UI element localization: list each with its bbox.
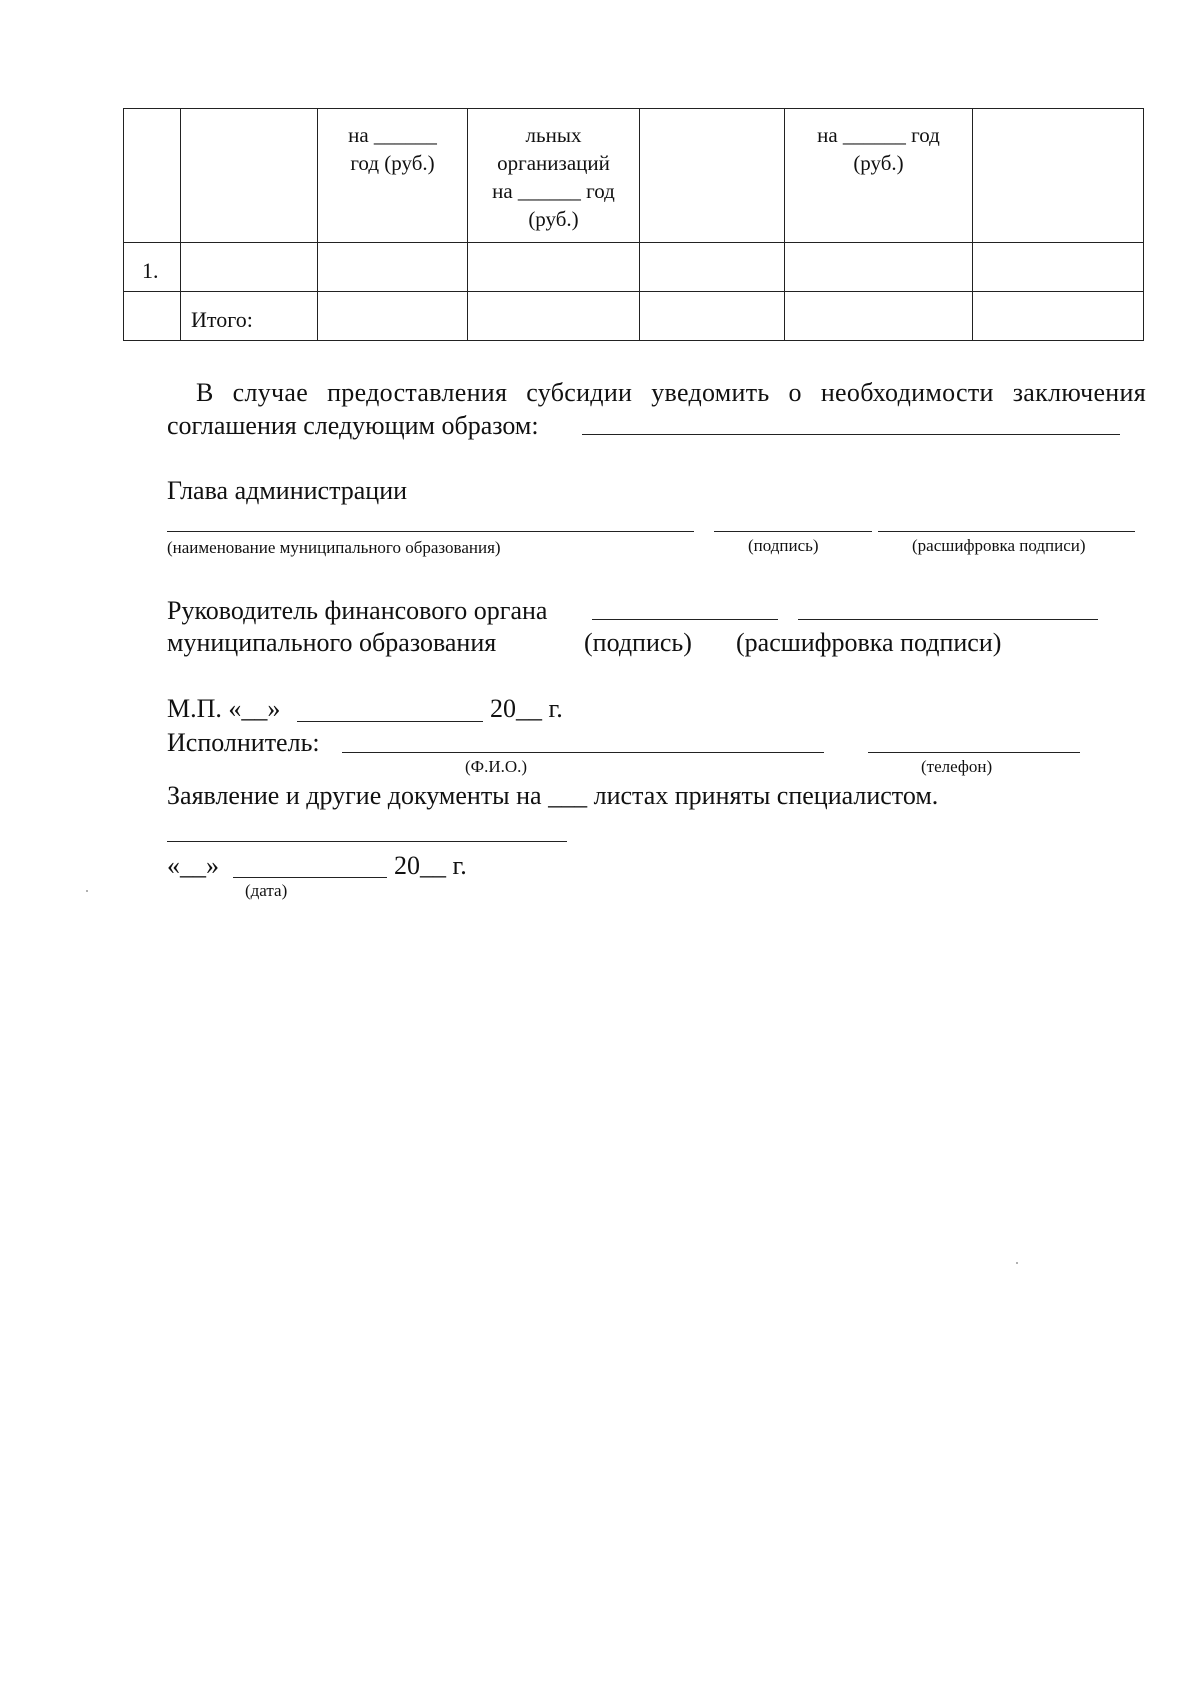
table-header-row: [124, 109, 1144, 243]
date-fill-line[interactable]: [233, 877, 387, 878]
table-cell[interactable]: [318, 292, 468, 341]
head-admin-title: Глава администрации: [167, 476, 408, 505]
table-cell: [785, 109, 973, 243]
municipality-line[interactable]: [167, 531, 694, 532]
header-col6-line1: на ______ год: [817, 123, 940, 147]
caption-date: (дата): [245, 881, 288, 900]
finance-caption-decoding: (расшифровка подписи): [736, 628, 1002, 657]
finance-signature-line[interactable]: [592, 619, 778, 620]
executor-label: Исполнитель:: [167, 728, 320, 757]
header-col4-line3: на ______ год: [492, 179, 615, 203]
subsidy-table: [123, 108, 1144, 341]
signature-line[interactable]: [714, 531, 872, 532]
header-col4-line2: организаций: [497, 151, 610, 175]
notice-line2: соглашения следующим образом:: [167, 411, 539, 440]
total-label: Итого:: [191, 307, 253, 332]
date-quote: «__»: [167, 851, 219, 880]
table-cell: [124, 109, 181, 243]
table-cell: [640, 109, 785, 243]
header-col6-line2: (руб.): [853, 151, 904, 175]
header-col3-line1: на ______: [348, 123, 437, 147]
caption-municipality: (наименование муниципального образования): [167, 538, 501, 557]
table-cell: [318, 109, 468, 243]
executor-fio-line[interactable]: [342, 752, 824, 753]
stamp-mp: М.П. «__»: [167, 694, 281, 723]
finance-head-line1: Руководитель финансового органа: [167, 596, 548, 625]
caption-phone: (телефон): [921, 757, 993, 776]
specialist-line[interactable]: [167, 841, 567, 842]
table-cell[interactable]: [468, 243, 640, 292]
table-cell: [468, 109, 640, 243]
table-cell[interactable]: [973, 292, 1144, 341]
table-cell[interactable]: [318, 243, 468, 292]
accepted-text: Заявление и другие документы на ___ листах приняты специалистом.: [167, 781, 939, 810]
header-col4-line4: (руб.): [528, 207, 579, 231]
table-cell[interactable]: [181, 243, 318, 292]
notice-fill-line[interactable]: [582, 434, 1120, 435]
table-cell: [181, 109, 318, 243]
table-cell[interactable]: [640, 292, 785, 341]
notice-line1: В случае предоставления субсидии уведомить о необходимости заключения: [196, 378, 1146, 407]
header-col4-line1: льных: [525, 123, 582, 147]
table-cell[interactable]: [785, 243, 973, 292]
finance-caption-signature: (подпись): [584, 628, 692, 657]
table-cell[interactable]: [640, 243, 785, 292]
scan-speck: [86, 890, 88, 892]
stamp-year: 20__ г.: [490, 694, 563, 723]
scan-speck: [1016, 1262, 1018, 1264]
header-col3-line2: год (руб.): [350, 151, 435, 175]
date-year: 20__ г.: [394, 851, 467, 880]
row-number: 1.: [142, 258, 159, 283]
caption-decoding: (расшифровка подписи): [912, 536, 1086, 555]
table-cell: [124, 243, 181, 292]
table-total-row: [124, 292, 1144, 341]
table-cell: [973, 109, 1144, 243]
finance-head-line2: муниципального образования: [167, 628, 497, 657]
stamp-date-line[interactable]: [297, 721, 483, 722]
caption-fio: (Ф.И.О.): [465, 757, 528, 776]
decoding-line[interactable]: [878, 531, 1135, 532]
table-cell: [124, 292, 181, 341]
table-row: [124, 243, 1144, 292]
table-cell[interactable]: [785, 292, 973, 341]
table-cell: [181, 292, 318, 341]
executor-phone-line[interactable]: [868, 752, 1080, 753]
table-cell[interactable]: [973, 243, 1144, 292]
table-cell[interactable]: [468, 292, 640, 341]
caption-signature: (подпись): [748, 536, 819, 555]
finance-decoding-line[interactable]: [798, 619, 1098, 620]
